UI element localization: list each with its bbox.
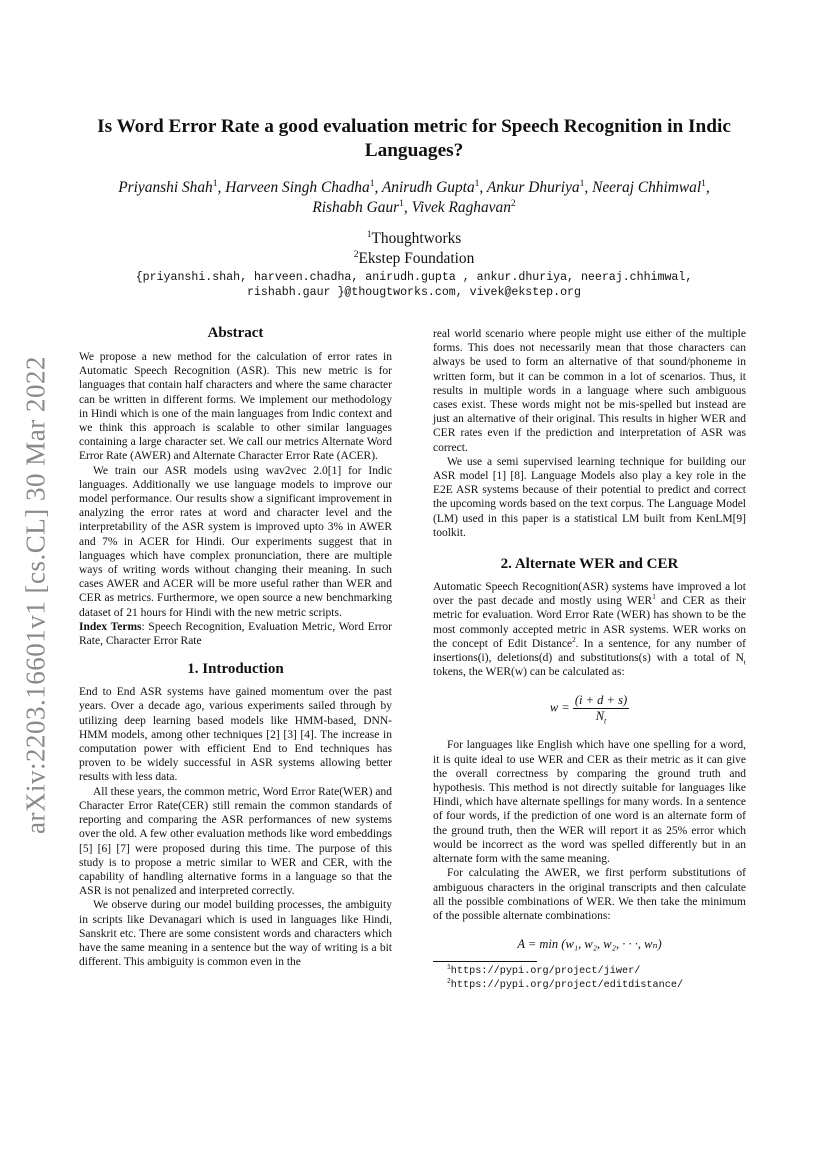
body-paragraph: For calculating the AWER, we first perform substitutions of ambiguous characters in the original transcripts and then calculate all the possible combinations of WER. We then take the minimum of the possible alternate combinations:	[433, 867, 746, 922]
abstract-heading: Abstract	[207, 325, 264, 341]
author-list: Priyanshi Shah$^1$, Harveen Singh Chadha$^1$, Anirudh Gupta$^1$, Ankur Dhuriya$^1$, Neeraj Chhimwal$^1$, Rishabh Gaur$^1$, Vivek Raghavan$^2$	[118, 177, 710, 216]
footnote-rule	[433, 961, 537, 962]
author: Priyanshi Shah$^1$	[118, 177, 218, 196]
introduction-heading: 1. Introduction	[187, 661, 284, 678]
author: Ankur Dhuriya$^1$	[486, 177, 585, 196]
intro-paragraph: End to End ASR systems have gained momentum over the past years. Over a decade ago, various experiments sailed through by utilizing deep learning based models like HMM-based, DNN-HMM models, among other techniques [2] [3] [4]. The increase in computation power with efficient End to End techniques has proven to be widely successful in ASR systems allowing better results with less data.	[79, 686, 392, 784]
abstract-paragraph: We propose a new method for the calculation of error rates in Automatic Speech Recognition (ASR). This new metric is for languages that contain half characters and where the same character can be written in different forms. We implement our methodology in Hindi which is one of the main languages from Indic context and we think this approach is scalable to other similar languages containing a large character set. We call our metrics Alternate Word Error Rate (AWER) and Alternate Character Error Rate (ACER).	[79, 351, 392, 463]
affiliation: $^1$Thoughtworks	[366, 228, 462, 247]
affiliations	[80, 229, 748, 269]
arxiv-sidebar-stamp	[16, 356, 56, 834]
author: Anirudh Gupta$^1$	[381, 177, 480, 196]
body-paragraph: For languages like English which have one spelling for a word, it is quite ideal to use WER and CER as their metric as it can give the overall correctness by comparing the ground truth and hypothesis. This method is not directly suitable for languages like Hindi, which have alternate spellings for many words. In a sentence of four words, if the prediction of one word is an alternate form of the ground truth, then the WER will report it as 25% error which would be incorrect as the word was spelled differently but in an alternate form with the same meaning.	[433, 739, 746, 866]
affiliation: $^2$Ekstep Foundation	[353, 248, 475, 267]
body-paragraph: real world scenario where people might use either of the multiple forms. This does not necessarily mean that those characters can always be used to form an alternative of that sound/phoneme in written form, but it can be common in a lot of scenarios. Thus, it results in multiple words in a language where such ambiguous cases exist. These words might not be mis-spelled but instead are just an alternative of their original. This results in higher WER and CER rates even if the prediction and interpretation of ASR was correct.	[433, 328, 746, 454]
author: Rishabh Gaur$^1$	[312, 197, 404, 216]
author: Neeraj Chhimwal$^1$	[592, 177, 706, 196]
footnote[interactable]: $^2$https://pypi.org/project/editdistance/	[447, 977, 684, 991]
body-paragraph: We use a semi supervised learning technique for building our ASR model [1] [8]. Language Models also play a key role in the E2E ASR systems because of their potential to predict and correct the upcoming words based on the text corpus. The Language Model (LM) used in this paper is a statistical LM built from KenLM[9] toolkit.	[433, 455, 746, 539]
author: Vivek Raghavan$^2$	[411, 197, 516, 216]
awer-equation: A = min (w₁, w₂, w₂, · · ·, wₙ)	[517, 937, 662, 952]
section-2-heading: 2. Alternate WER and CER	[500, 556, 679, 573]
intro-paragraph: All these years, the common metric, Word Error Rate(WER) and Character Error Rate(CER) still remain the common standards of reporting and comparing the ASR performances of new systems over the old. A few other evaluation methods like word embeddings [5] [6] [7] were proposed during this time. The purpose of this study is to propose a metric similar to WER and CER, with the capability of handling alternative forms in a language so that the ASR is not penalized and interpreted correctly.	[79, 785, 392, 898]
paper-title: Is Word Error Rate a good evaluation metric for Speech Recognition in Indic Languages?	[97, 116, 731, 161]
author-emails: {priyanshi.shah, harveen.chadha, anirudh.gupta , ankur.dhuriya, neeraj.chhimwal, rishabh.gaur }@thougtworks.com, vivek@ekstep.org	[135, 271, 693, 299]
intro-paragraph: We observe during our model building processes, the ambiguity in scripts like Devanagari which is used in languages like Hindi, Sanskrit etc. There are some consistent words and characters which have the same meaning in a sentence but the way of writing is a bit different. This ambiguity is common even in the	[79, 899, 392, 969]
wer-equation: w = $\frac{(i + d + s)}{N_t}$	[549, 693, 628, 726]
left-column	[79, 323, 392, 969]
index-terms: Index Terms: Speech Recognition, Evaluation Metric, Word Error Rate, Character Error Rate	[79, 620, 392, 648]
footnote[interactable]: $^1$https://pypi.org/project/jiwer/	[447, 963, 641, 978]
arxiv-id: arXiv:2203.16601v1 [cs.CL] 30 Mar 2022	[20, 356, 51, 834]
body-paragraph: Automatic Speech Recognition(ASR) systems have improved a lot over the past decade and mostly using WER$^1$ and CER as their metric for evaluation. Word Error Rate (WER) has shown to be the most commonly accepted metric in ASR systems. WER works on the concept of Edit Distance$^2$. In a sentence, for any number of insertions(i), deletions(d) and substitutions(s) with a total of $N_t$ tokens, the WER(w) can be calculated as:	[433, 581, 746, 679]
right-column	[433, 327, 746, 992]
abstract-paragraph: We train our ASR models using wav2vec 2.0[1] for Indic languages. Additionally we use language models to improve our model performance. Our results show a significant improvement in analyzing the error rates at word and character level and the interpretability of the ASR system is improved upto 3% in AWER and 7% in ACER for Hindi. Our experiments suggest that in languages which have complex pronunciation, there are multiple ways of writing words without changing their meaning. In such cases AWER and ACER will be more useful rather than WER and CER as metrics. Furthermore, we open source a new benchmarking dataset of 21 hours for Hindi with the new metric scripts.	[79, 464, 392, 619]
author: Harveen Singh Chadha$^1$	[225, 177, 375, 196]
